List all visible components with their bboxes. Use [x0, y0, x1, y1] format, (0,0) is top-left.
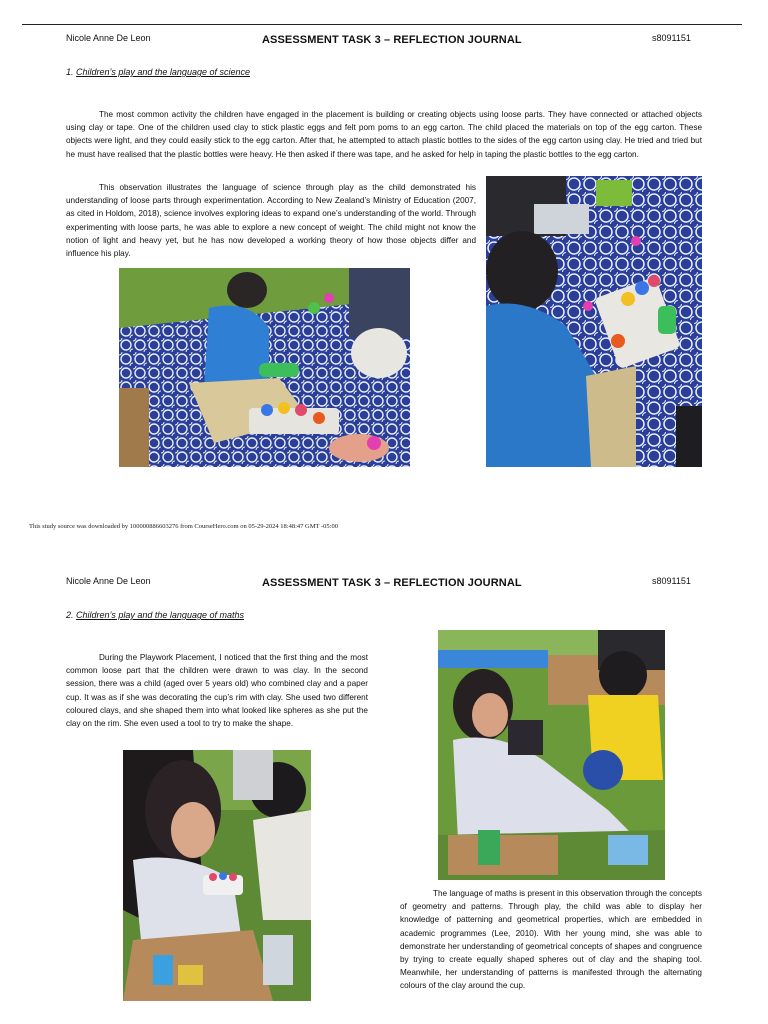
page2-section-title: Children’s play and the language of maths — [76, 610, 244, 620]
page1-title: ASSESSMENT TASK 3 – REFLECTION JOURNAL — [262, 34, 522, 46]
page1-paragraph-2: This observation illustrates the language of science through play as the child demonstrated his understanding of loose parts through experimentation. According to New Zealand’s Ministry of Education (2007, as cited in Holdom, 2018), science involves exploring ideas to expand one’s understanding of the world. Through experimenting with loose parts, he was able to explore a new concept of weight. The child might not know the notion of light and heavy yet, but he has now developed a working theory of how those objects differ and influence his play. — [66, 183, 476, 259]
page1-section-title: Children’s play and the language of science — [76, 67, 250, 77]
top-rule — [22, 24, 742, 25]
page2-title: ASSESSMENT TASK 3 – REFLECTION JOURNAL — [262, 577, 522, 589]
page2-section-heading — [66, 610, 244, 620]
photo-boy-closeup — [486, 176, 702, 467]
page2-author: Nicole Anne De Leon — [66, 576, 151, 586]
page1-section-number: 1. — [66, 67, 74, 77]
page1-paragraph-1: The most common activity the children have engaged in the placement is building or creating objects using loose parts. They have connected or attached objects using clay or tape. One of the children used clay to stick plastic eggs and felt pom poms to an egg carton. The child placed the materials on top of the egg carton. These objects were light, and they could easily stick to the egg carton. After that, he attempted to attach plastic bottles to the sides of the egg carton using clay. He tried and tried but he must have realised that the plastic bottles were heavy. He then asked if there was tape, and he asked for help in taping the plastic bottles to the egg carton. — [66, 110, 702, 159]
page1-student-id: s8091151 — [652, 33, 691, 43]
photo-children-grass — [438, 630, 665, 880]
page2-paragraph-2: The language of maths is present in this observation through the concepts of geometry and patterns. Through play, the child was able to display her knowledge of patterning and geometrical properties, which are embedded in academic programmes (Lee, 2010). With her young mind, she was able to demonstrate her understanding of geometrical concepts of shapes and congruence by trying to create equally shaped spheres out of clay and the shaping tool. Meanwhile, her understanding of patterns is manifested through the alternating colours of the clay around the cup. — [400, 889, 702, 991]
download-footer: This study source was downloaded by 100000886603276 from CourseHero.com on 05-29-2024 18:48:47 GMT -05:00 — [29, 523, 338, 530]
photo-boy-egg-carton — [119, 268, 410, 467]
photo-girl-cup-closeup — [123, 750, 311, 1001]
page2-student-id: s8091151 — [652, 576, 691, 586]
page1-author: Nicole Anne De Leon — [66, 33, 151, 43]
page1-section-heading — [66, 67, 250, 77]
page2-paragraph-1: During the Playwork Placement, I noticed that the first thing and the most common loose part that the children were drawn to was clay. In the second session, there was a child (aged over 5 years old) who combined clay and a paper cup. It was as if she was decorating the cup’s rim with clay. She used two different coloured clays, and she shaped them into what looked like spheres as she put the clay on the rim. She even used a tool to try to make the shape. — [66, 653, 368, 729]
page2-section-number: 2. — [66, 610, 74, 620]
